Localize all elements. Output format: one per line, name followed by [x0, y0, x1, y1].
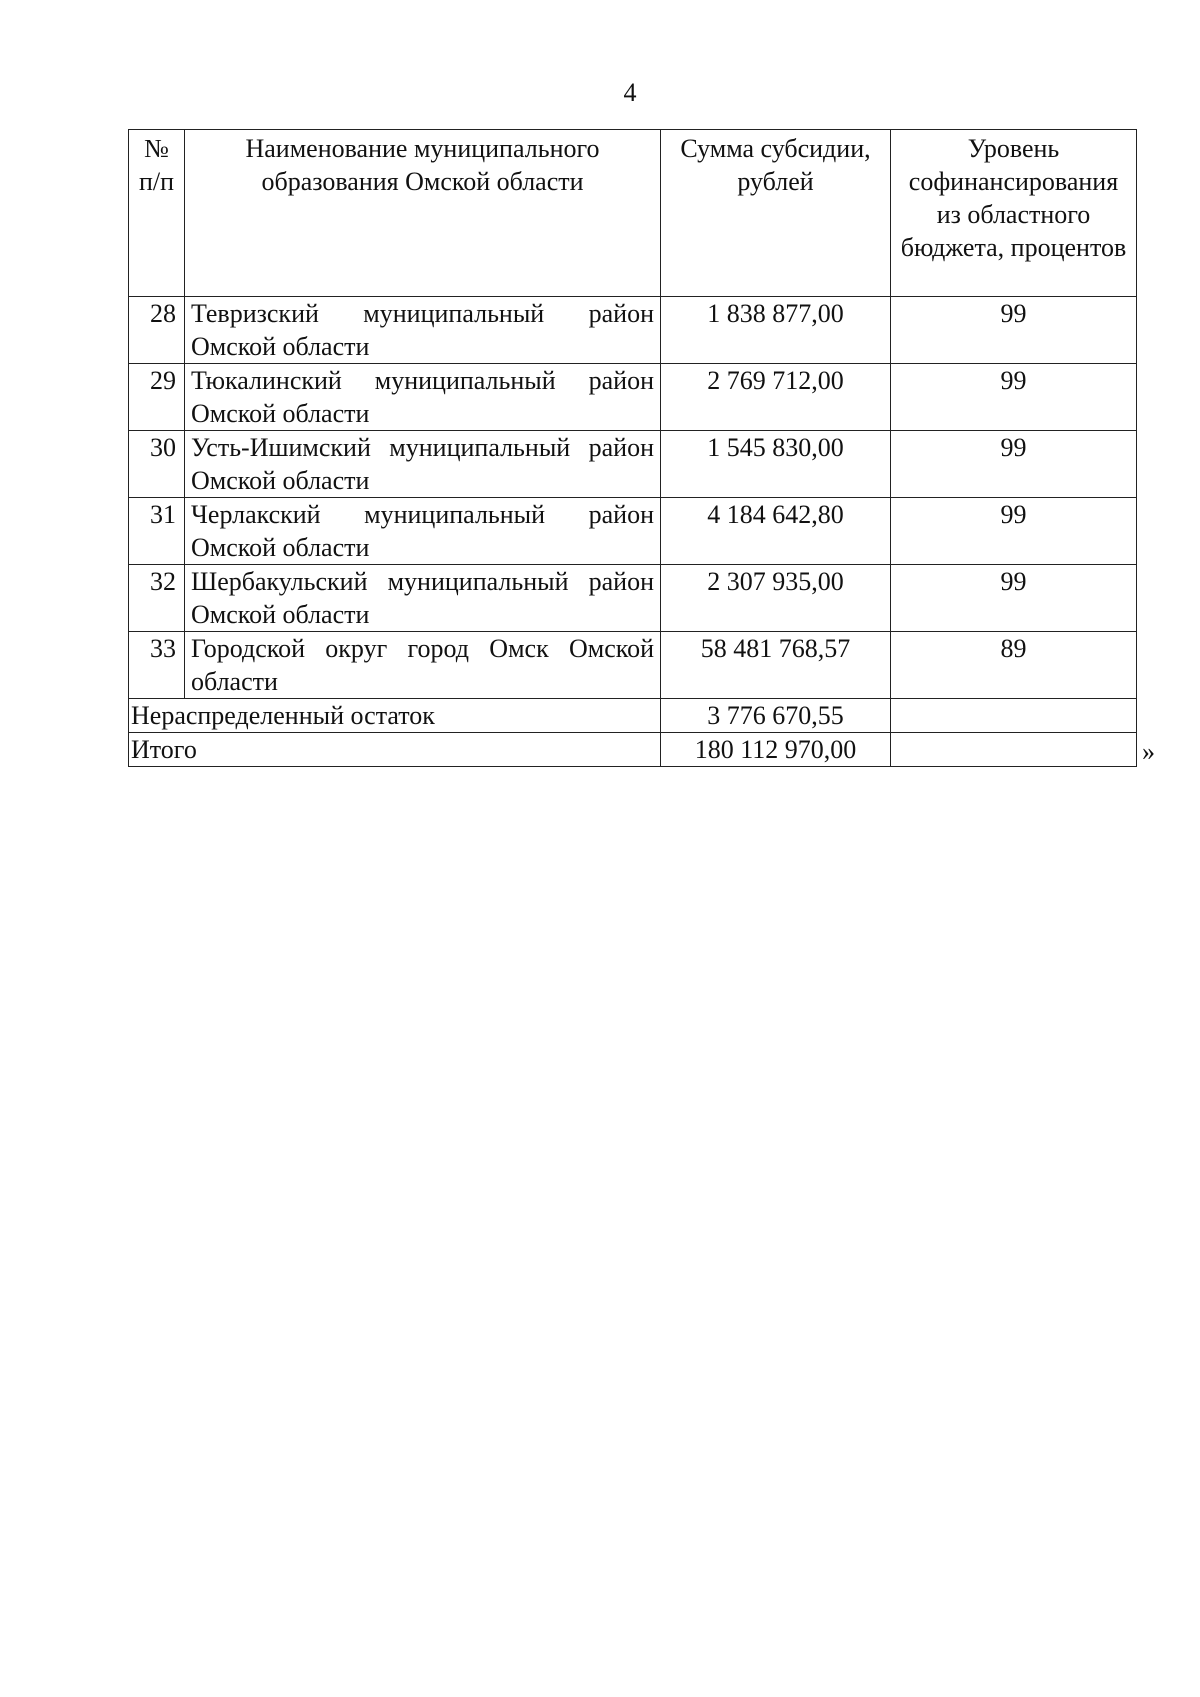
row-name: Тевризский муниципальный район Омской области	[185, 297, 661, 364]
row-sum: 4 184 642,80	[661, 498, 891, 565]
row-sum: 1 838 877,00	[661, 297, 891, 364]
row-num: 33	[129, 632, 185, 699]
table-row	[129, 565, 1137, 632]
row-num: 32	[129, 565, 185, 632]
row-name: Тюкалинский муниципальный район Омской области	[185, 364, 661, 431]
row-name: Усть-Ишимский муниципальный район Омской области	[185, 431, 661, 498]
header-sum: Сумма субсидии, рублей	[661, 130, 891, 297]
total-row	[129, 733, 1137, 767]
subsidy-table	[128, 129, 1137, 767]
row-level: 99	[891, 364, 1137, 431]
row-sum: 58 481 768,57	[661, 632, 891, 699]
table-row	[129, 632, 1137, 699]
table-header-row	[129, 130, 1137, 297]
total-label: Итого	[129, 733, 661, 767]
table-row	[129, 498, 1137, 565]
closing-quote: »	[1142, 737, 1155, 766]
unallocated-label: Нераспределенный остаток	[129, 699, 661, 733]
table-row	[129, 297, 1137, 364]
row-name: Шербакульский муниципальный район Омской области	[185, 565, 661, 632]
row-level: 99	[891, 498, 1137, 565]
header-num: № п/п	[129, 130, 185, 297]
unallocated-level	[891, 699, 1137, 733]
table-row	[129, 431, 1137, 498]
header-level: Уровень софинансирования из областного бюджета, процентов	[891, 130, 1137, 297]
row-num: 29	[129, 364, 185, 431]
total-level	[891, 733, 1137, 767]
header-name: Наименование муниципального образования Омской области	[185, 130, 661, 297]
row-level: 89	[891, 632, 1137, 699]
row-level: 99	[891, 297, 1137, 364]
row-sum: 2 769 712,00	[661, 364, 891, 431]
table-row	[129, 364, 1137, 431]
page-number: 4	[623, 78, 637, 107]
row-level: 99	[891, 431, 1137, 498]
row-name: Городской округ город Омск Омской области	[185, 632, 661, 699]
row-num: 28	[129, 297, 185, 364]
unallocated-row	[129, 699, 1137, 733]
total-sum: 180 112 970,00	[661, 733, 891, 767]
row-name: Черлакский муниципальный район Омской области	[185, 498, 661, 565]
row-num: 30	[129, 431, 185, 498]
row-sum: 2 307 935,00	[661, 565, 891, 632]
row-num: 31	[129, 498, 185, 565]
row-sum: 1 545 830,00	[661, 431, 891, 498]
unallocated-sum: 3 776 670,55	[661, 699, 891, 733]
row-level: 99	[891, 565, 1137, 632]
